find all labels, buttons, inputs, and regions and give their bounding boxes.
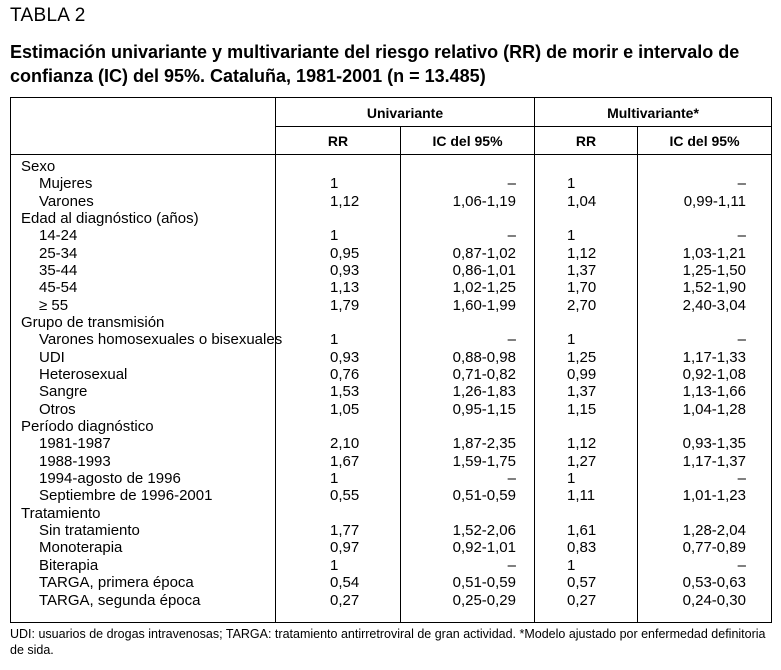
ic-multivariante: – [737, 556, 746, 574]
table-row [11, 158, 771, 175]
rr-multivariante: 1,12 [567, 435, 597, 453]
ic-multivariante: – [737, 331, 746, 349]
row-label: Otros [39, 400, 76, 418]
table-row [11, 314, 771, 331]
header-multivariante: Multivariante* [607, 105, 699, 121]
rr-multivariante: 1 [567, 556, 576, 574]
table-row [11, 210, 771, 227]
ic-univariante: 1,59-1,75 [452, 452, 516, 470]
row-label: Grupo de transmisión [21, 314, 165, 332]
rr-multivariante: 1,37 [567, 383, 597, 401]
rr-univariante: 0,95 [330, 244, 360, 262]
header-divider [11, 154, 771, 155]
rr-univariante: 1,79 [330, 296, 360, 314]
rr-univariante: 0,93 [330, 262, 360, 280]
ic-univariante: 1,52-2,06 [452, 522, 516, 540]
table-row [11, 401, 771, 418]
rr-univariante: 1 [330, 331, 339, 349]
table-row [11, 227, 771, 244]
table-row [11, 487, 771, 504]
rr-multivariante: 0,99 [567, 366, 597, 384]
rr-univariante: 0,76 [330, 366, 360, 384]
ic-multivariante: – [737, 470, 746, 488]
row-label: TARGA, segunda época [39, 591, 201, 609]
ic-multivariante: 1,13-1,66 [682, 383, 746, 401]
ic-multivariante: 1,28-2,04 [682, 522, 746, 540]
rr-multivariante: 1 [567, 175, 576, 193]
row-label: 45-54 [39, 279, 78, 297]
row-label: Heterosexual [39, 366, 128, 384]
header-univariante: Univariante [366, 105, 444, 121]
rr-univariante: 1 [330, 556, 339, 574]
ic-univariante: 1,06-1,19 [452, 192, 516, 210]
row-label: Período diagnóstico [21, 418, 154, 436]
table-row [11, 349, 771, 366]
ic-univariante: 1,26-1,83 [452, 383, 516, 401]
row-label: ≥ 55 [39, 296, 69, 314]
ic-univariante: 0,51-0,59 [452, 574, 516, 592]
table-row [11, 592, 771, 609]
rr-univariante: 1,13 [330, 279, 360, 297]
row-label: TARGA, primera época [39, 574, 194, 592]
ic-multivariante: 0,24-0,30 [682, 591, 746, 609]
ic-univariante: 0,71-0,82 [452, 366, 516, 384]
header-ic-univariante: IC del 95% [432, 133, 503, 149]
rr-multivariante: 1,37 [567, 262, 597, 280]
ic-univariante: 0,87-1,02 [452, 244, 516, 262]
ic-univariante: 0,86-1,01 [452, 262, 516, 280]
ic-univariante: 1,87-2,35 [452, 435, 516, 453]
table-row [11, 297, 771, 314]
header-rr-univariante: RR [327, 133, 349, 149]
table-row [11, 522, 771, 539]
ic-univariante: 0,95-1,15 [452, 400, 516, 418]
ic-univariante: 0,92-1,01 [452, 539, 516, 557]
rr-univariante: 1,12 [330, 192, 360, 210]
ic-multivariante: 1,52-1,90 [682, 279, 746, 297]
row-label: 1988-1993 [39, 452, 111, 470]
ic-univariante: 1,60-1,99 [452, 296, 516, 314]
ic-univariante: – [507, 175, 516, 193]
rr-univariante: 0,55 [330, 487, 360, 505]
table-row [11, 574, 771, 591]
rr-multivariante: 1,12 [567, 244, 597, 262]
rr-multivariante: 1 [567, 470, 576, 488]
rr-multivariante: 0,83 [567, 539, 597, 557]
rr-multivariante: 1,15 [567, 400, 597, 418]
ic-multivariante: 1,03-1,21 [682, 244, 746, 262]
ic-univariante: 0,25-0,29 [452, 591, 516, 609]
table-footnote: UDI: usuarios de drogas intravenosas; TARGA: tratamiento antirretroviral de gran actividad. *Modelo ajustado por enfermedad definitoria de sida. [10, 627, 766, 657]
header-divider [275, 126, 771, 127]
ic-univariante: – [507, 470, 516, 488]
ic-multivariante: – [737, 175, 746, 193]
ic-multivariante: 1,01-1,23 [682, 487, 746, 505]
rr-multivariante: 0,57 [567, 574, 597, 592]
ic-univariante: – [507, 227, 516, 245]
rr-multivariante: 1,11 [567, 487, 596, 505]
table-label: TABLA 2 [10, 5, 86, 26]
row-label: Varones [39, 192, 94, 210]
ic-univariante: 1,02-1,25 [452, 279, 516, 297]
row-label: 35-44 [39, 262, 78, 280]
ic-multivariante: 1,17-1,33 [682, 348, 746, 366]
rr-univariante: 1,77 [330, 522, 360, 540]
table-title: Estimación univariante y multivariante del riesgo relativo (RR) de morir e intervalo de confianza (IC) del 95%. Cataluña, 1981-2001 (n = 13.485) [10, 42, 740, 86]
ic-multivariante: 2,40-3,04 [682, 296, 746, 314]
table-row [11, 245, 771, 262]
table-row [11, 279, 771, 296]
row-label: 14-24 [39, 227, 78, 245]
rr-multivariante: 1,04 [567, 192, 597, 210]
row-label: Mujeres [39, 175, 93, 193]
table-row [11, 435, 771, 452]
table-row [11, 331, 771, 348]
rr-multivariante: 1 [567, 227, 576, 245]
row-label: Varones homosexuales o bisexuales [39, 331, 283, 349]
rr-univariante: 1 [330, 470, 339, 488]
rr-multivariante: 1,70 [567, 279, 597, 297]
ic-univariante: 0,88-0,98 [452, 348, 516, 366]
rr-univariante: 0,54 [330, 574, 360, 592]
rr-univariante: 0,93 [330, 348, 360, 366]
table-row [11, 193, 771, 210]
ic-multivariante: 1,17-1,37 [682, 452, 746, 470]
row-label: 1994-agosto de 1996 [39, 470, 181, 488]
ic-univariante: – [507, 556, 516, 574]
ic-multivariante: – [737, 227, 746, 245]
data-table [10, 97, 772, 623]
row-label: Edad al diagnóstico (años) [21, 210, 199, 228]
table-row [11, 557, 771, 574]
table-row [11, 470, 771, 487]
row-label: Sin tratamiento [39, 522, 140, 540]
rr-multivariante: 1,27 [567, 452, 597, 470]
table-row [11, 262, 771, 279]
row-label: Biterapia [39, 556, 99, 574]
ic-multivariante: 0,99-1,11 [683, 192, 746, 210]
rr-multivariante: 1 [567, 331, 576, 349]
rr-multivariante: 1,61 [567, 522, 597, 540]
row-label: Tratamiento [21, 504, 101, 522]
ic-multivariante: 0,93-1,35 [682, 435, 746, 453]
rr-univariante: 1 [330, 227, 339, 245]
ic-multivariante: 1,25-1,50 [682, 262, 746, 280]
rr-univariante: 1 [330, 175, 339, 193]
table-row [11, 418, 771, 435]
row-label: 1981-1987 [39, 435, 111, 453]
rr-univariante: 1,05 [330, 400, 360, 418]
row-label: UDI [39, 348, 65, 366]
rr-multivariante: 2,70 [567, 296, 597, 314]
header-rr-multivariante: RR [575, 133, 597, 149]
row-label: Septiembre de 1996-2001 [39, 487, 213, 505]
rr-univariante: 0,97 [330, 539, 360, 557]
table-row [11, 383, 771, 400]
header-ic-multivariante: IC del 95% [669, 133, 740, 149]
table-row [11, 539, 771, 556]
table-row [11, 453, 771, 470]
table-row [11, 505, 771, 522]
row-label: 25-34 [39, 244, 78, 262]
rr-univariante: 2,10 [330, 435, 360, 453]
rr-univariante: 1,67 [330, 452, 360, 470]
table-row [11, 366, 771, 383]
rr-multivariante: 0,27 [567, 591, 597, 609]
row-label: Sangre [39, 383, 88, 401]
rr-univariante: 0,27 [330, 591, 360, 609]
ic-multivariante: 0,77-0,89 [682, 539, 746, 557]
row-label: Sexo [21, 158, 56, 175]
row-label: Monoterapia [39, 539, 123, 557]
ic-univariante: – [507, 331, 516, 349]
rr-univariante: 1,53 [330, 383, 360, 401]
ic-multivariante: 0,53-0,63 [682, 574, 746, 592]
ic-multivariante: 1,04-1,28 [682, 400, 746, 418]
table-row [11, 175, 771, 192]
ic-multivariante: 0,92-1,08 [682, 366, 746, 384]
rr-multivariante: 1,25 [567, 348, 597, 366]
ic-univariante: 0,51-0,59 [452, 487, 516, 505]
